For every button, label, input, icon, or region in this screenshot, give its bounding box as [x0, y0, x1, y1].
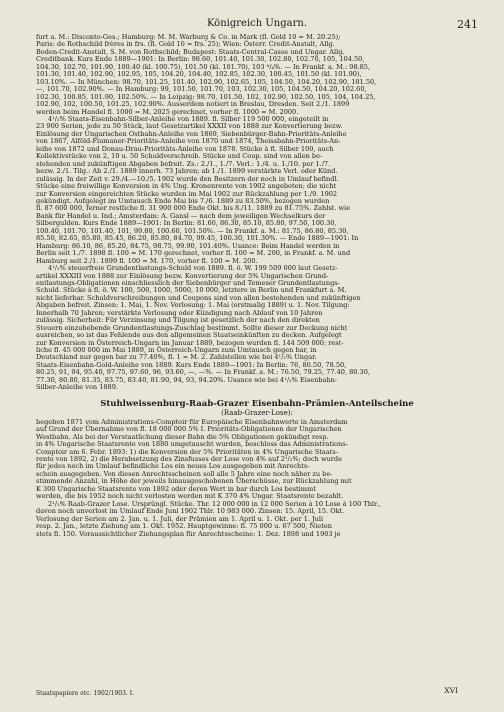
running-title: Königreich Ungarn. [206, 18, 307, 29]
text-line: Innerhalb 70 Jahren; verstärkte Verlosung oder Kündigung nach Ablauf von 10 Jahren [36, 308, 323, 317]
text-line: 100.40, 101.70, 101.40, 101, 99.80, 100.60, 101.50%. — In Frankf. a. M.: 81.75, 86.80, 85.30, [36, 226, 349, 235]
text-line: werden beim Handel fl. 1000 = M. 2025 gerechnet, vorher fl. 1000 = M. 2000. [36, 107, 299, 116]
text-line: furt a. M.: Disconto-Ges.; Hamburg: M. M. Warburg & Co. in Mark (fl. Gold 10 = M. 20.25); [36, 33, 341, 41]
text-line: stimmende Anzahl, in Höhe der jeweils hinausgeschobenen Überschüsse, zur Rückzahlung mit [36, 477, 352, 486]
text-line: Deutschland nur gegen bar zu 77.40%, fl. 1 = M. 2. Zahlstellen wie bei 4¹/₂% Ungar. [36, 353, 317, 362]
section-heading: Stuhlweissenburg-Raab-Grazer Eisenbahn-Prämien-Anteilscheine [100, 398, 414, 409]
text-line: 101.30, 101.40, 102.90, 102.95, 105, 104.20, 104.40, 102.85, 102.30, 100.45, 101.50 (kl. 101.90), [36, 70, 362, 79]
text-line: 102.90, 102, 100.50, 101.25, 102.90%. Ausserdem notiert in Breslau, Dresden. Seit 2./1. 1899 [36, 100, 350, 109]
text-line: 77.30, 80.80, 81.35, 83.75, 83.40, 81.90, 94, 93, 94.20%. Usance wie bei 4¹/₂% Eisenbahn- [36, 375, 338, 384]
text-line: Creditbank. Kurs Ende 1889—1901: In Berlin: 98.60, 101.40, 101.30, 102.80, 102.70, 105, 104.50, [36, 55, 365, 64]
text-line: gekündigt. Aufgelegt im Umtausch Ende Mai bis 7./6. 1889 zu 83.50%, bezogen wurden [36, 196, 330, 205]
text-line: Steuern einzuhebende Grundentlastungs-Zuschlag bestimmt. Sollte dieser zur Deckung nicht [36, 323, 348, 332]
text-line: für jedes noch im Umlauf befindliche Los ein neues Los ausgegeben mit Anrechts- [36, 462, 310, 471]
text-line: stets fl. 150. Voraussichtlicher Ziehungsplan für Anrechtsscheine: 1. Dez. 1898 und 1903 je [36, 529, 341, 538]
text-line: Verlosung der Serien am 2. Jan. u. 1. Juli, der Prämien am 1. April u. 1. Okt. per 1. Juli [36, 514, 324, 523]
page-number: 241 [457, 18, 478, 31]
text-line: 103.10%. — In München: 98.70, 101.25, 101.40, 102.90, 102.65, 105, 104.50, 104.20, 102.90, 101.50, [36, 77, 377, 86]
text-line: Boden-Credit-Anstalt, S. M. von Rothschild; Budapest: Staats-Central-Casse und Ungar. Allg. [36, 47, 345, 56]
text-line: leihe von 1872 und Donau-Drau-Prioritäts-Anleihe von 1878. Stücke à fl. Silber 100, auch [36, 144, 334, 153]
text-line: fl. 87 600 000, ferner restliche fl. 31 900 000 Ende Okt. bis 8./11. 1889 zu 81.75%. Zahlst. wie [36, 204, 351, 213]
text-line: Staats-Eisenbahn-Gold-Anleihe von 1889. Kurs Ende 1889—1901: In Berlin: 76, 80.50, 78.50, [36, 360, 347, 369]
text-line: Abgaben befreit. Zinsen: 1. Mai, 1. Nov. Verlosung: 1. Mai (erstmalig 1889) u. 1. Nov. Tilgung: [36, 301, 350, 310]
text-line: in 4% Ungarische Staatsrente von 1880 umgetauscht wurden, beschloss das Administrations- [36, 440, 348, 449]
footer-source: Staatspapiere etc. 1902/1903. I. [36, 690, 135, 697]
text-line: Einlösung der Ungarischen Ostbahn-Anleihe von 1869, Siebenbürger-Bahn-Prioritäts-Anleihe [36, 129, 347, 138]
text-line: Hamburg seit 2./1. 1899 fl. 100 = M. 170, vorher fl. 100 = M. 200. [36, 256, 258, 265]
text-line: zulässig. Sicherheit: Für Verzinsung und Tilgung ist gesetzlich der nach den direkten [36, 316, 320, 325]
text-line: 102.30, 100.85, 101.90, 102.50%. — In Leipzig: 98.70, 101.50, 102, 102.90, 102.50, 105, 104, 104.25, [36, 92, 376, 101]
text-line: Comptoir am 6. Febr. 1893: 1) die Konversion der 5% Prioritäten in 4% Ungarische Staats- [36, 447, 338, 456]
text-line: zur Konversion eingereichten Stücke wurden im Mai 1902 zur Rückzahlung per 1./9. 1902 [36, 189, 338, 198]
section-gold-anleihe-continuation [36, 34, 478, 116]
text-line: stehenden und zukünftigen Abgaben befreit. Zs.: 2./1., 1./7. Verl.: 1./4. u. 1./10. per 1./7. [36, 159, 331, 168]
text-line: Paris: de Rothschild frères in frs. (fl. Gold 10 = frs. 25); Wien: Österr. Credit-Anstalt, Allg. [36, 40, 335, 49]
text-line: nicht lieferbar. Schuldverschreibungen und Coupons sind von allen bestehenden und zukünftigen [36, 293, 361, 302]
text-line: 23 900 Serien, jede zu 50 Stück, laut Gesetzartikel XXXII von 1888 zur Konvertierung bezw. [36, 122, 343, 131]
text-line: Berlin seit 1./7. 1898 fl. 100 = M. 170 gerechnet, vorher fl. 100 = M. 200, in Frankf. a. M. und [36, 249, 351, 258]
text-line: Bank für Handel u. Ind.; Amsterdam: A. Gansl — nach dem jeweiligen Wechselkurs der [36, 211, 326, 220]
text-line: zur Konversion in Österreich-Ungarn im Januar 1889, bezogen wurden fl. 144 509 000; rest- [36, 338, 344, 347]
text-line: werden, die bis 1952 noch nicht verlosten werden mit K 370 4% Ungar. Staatsrente bezahlt. [36, 492, 344, 501]
text-line: K 300 Ungarische Staatsrente von 1892 oder deren Wert in bar durch Los bestimmt [36, 484, 316, 493]
text-line: Hamburg: 86.10, 86, 85.20, 84.75, 98.75, 99.90, 101.40%. Usance: Beim Handel werden in [36, 241, 340, 250]
text-line: 104.30, 102.70, 101.90, 100.40 (kl. 100.75), 101.50 (kl. 101.70), 103 ⁸/₄%. — In Frankf. a. M.: 98.85, [36, 62, 370, 71]
page-header [36, 14, 478, 34]
text-line: ausreichen, so ist das Fehlende aus den allgemeinen Staatseinkünften zu decken. Aufgelegt [36, 331, 342, 340]
section-silber-anleihe [36, 116, 478, 265]
text-line: zulässig. In der Zeit v. 29./4.—10./5. 1902 wurde den Besitzern der noch in Umlauf befindl. [36, 174, 339, 183]
text-line: resp. 2. Jan., letzte Ziehung am 1. Okt. 1952. Hauptgewinne: fl. 75 000 u. 67 500, Nieten [36, 522, 332, 531]
section-raab-grazer-lose [36, 419, 478, 538]
text-line: —, 101.70, 102.90%. — In Hamburg: 99, 101.50, 101.70, 103, 102.30, 105, 104.50, 104.20, 102.60, [36, 85, 367, 94]
text-line: 2¹/₂% Raab-Grazer Lose. Ursprüngl. Stücke. Thr. 12 000 000 in 12 000 Serien à 10 Lose à 100 Thlr., [48, 499, 381, 508]
text-line: artikel XXXIII von 1888 zur Einlösung bezw. Konvertierung der 5% Ungarischen Grund- [36, 271, 329, 280]
text-line: 85.50, 82.65, 85.80, 85.45, 86.20, 85.80, 84.70, 99.45, 100.30, 101.30%. — Ende 1889—1901: In [36, 234, 359, 243]
text-line: 80.25, 91, 94, 95.40, 97.75, 97.60, 96, 93.60, —, —%. — In Frankf. a. M.: 76.50, 79.25, 77.40, 80.30, [36, 368, 370, 377]
text-line: 4¹/₂% Staats-Eisenbahn-Silber-Anleihe von 1889. fl. Silber 119 500 000, eingeteilt in [48, 114, 329, 123]
text-line: begeben 1871 vom Administrations-Comptoir für Europäische Eisenbahnwerte in Amsterdam [36, 417, 348, 426]
text-line: Schuld. Stücke à fl. ö. W. 100, 500, 1000, 5000, 10 000, letztere in Berlin und Frankfurt a. M. [36, 286, 347, 295]
text-line: schein ausgegeben. Von diesen Anrechtsscheinen soll alle 5 Jahre eine noch näher zu be- [36, 469, 333, 478]
text-line: von 1867, Alföld-Fiumaner-Prioritäts-Anleihe von 1870 und 1874, Theissbahn-Prioritäts-An- [36, 137, 341, 146]
text-line: davon noch unverlost im Umlauf Ende Juni 1902 Thlr. 10 983 000. Zinsen: 15. April, 15. Okt. [36, 507, 345, 516]
text-line: auf Grund der Übernahme von fl. 18 000 000 5% I. Prioritäts-Obligationen der Ungarischen [36, 425, 342, 434]
section-subheading: (Raab-Grazer-Lose): [221, 408, 293, 417]
text-line: Silbergulden. Kurs Ende 1889—1901: In Berlin: 81.60, 86.30, 85.10, 85.80, 97.50, 100.30, [36, 219, 337, 228]
text-line: liche fl. 45 000 000 im Mai 1889, in Österreich-Ungarn zum Umtausch gegen bar, in [36, 346, 317, 355]
text-line: Westbahn. Als bei der Verstaatlichung dieser Bahn die 5% Obligationen gekündigt resp. [36, 432, 329, 441]
signature-mark: XVI [444, 686, 458, 695]
text-line: Kollektivstücke von 2, 10 u. 50 Schuldverschreib. Stücke und Coup. sind von allen be- [36, 152, 323, 161]
text-line: rente von 1892, 2) die Herabsetzung des Zinsfusses der Lose von 4% auf 2¹/₂%; doch wurde [36, 455, 342, 464]
text-line: bezw. 2./1. Tilg.: Ab 2./1. 1889 innerh. 73 Jahren; ab 1./1. 1899 verstärkte Verl. oder Künd. [36, 167, 338, 176]
section-grundentlastungs-schuld [36, 265, 478, 392]
text-line: 4¹/₂% steuerfreie Grundentlastungs-Schuld von 1889. fl. ö. W. 199 509 000 laut Gesetz- [48, 264, 338, 273]
text-line: Stücke eine freiwillige Konversion in 4% Ung. Kronenrente von 1902 angeboten; die nicht [36, 182, 337, 191]
text-line: entlastungs-Obligationen einschliesslich der Siebenbürger und Temeser Grundentlastungs- [36, 278, 340, 287]
text-line: Silber-Anleihe von 1889. [36, 383, 118, 392]
